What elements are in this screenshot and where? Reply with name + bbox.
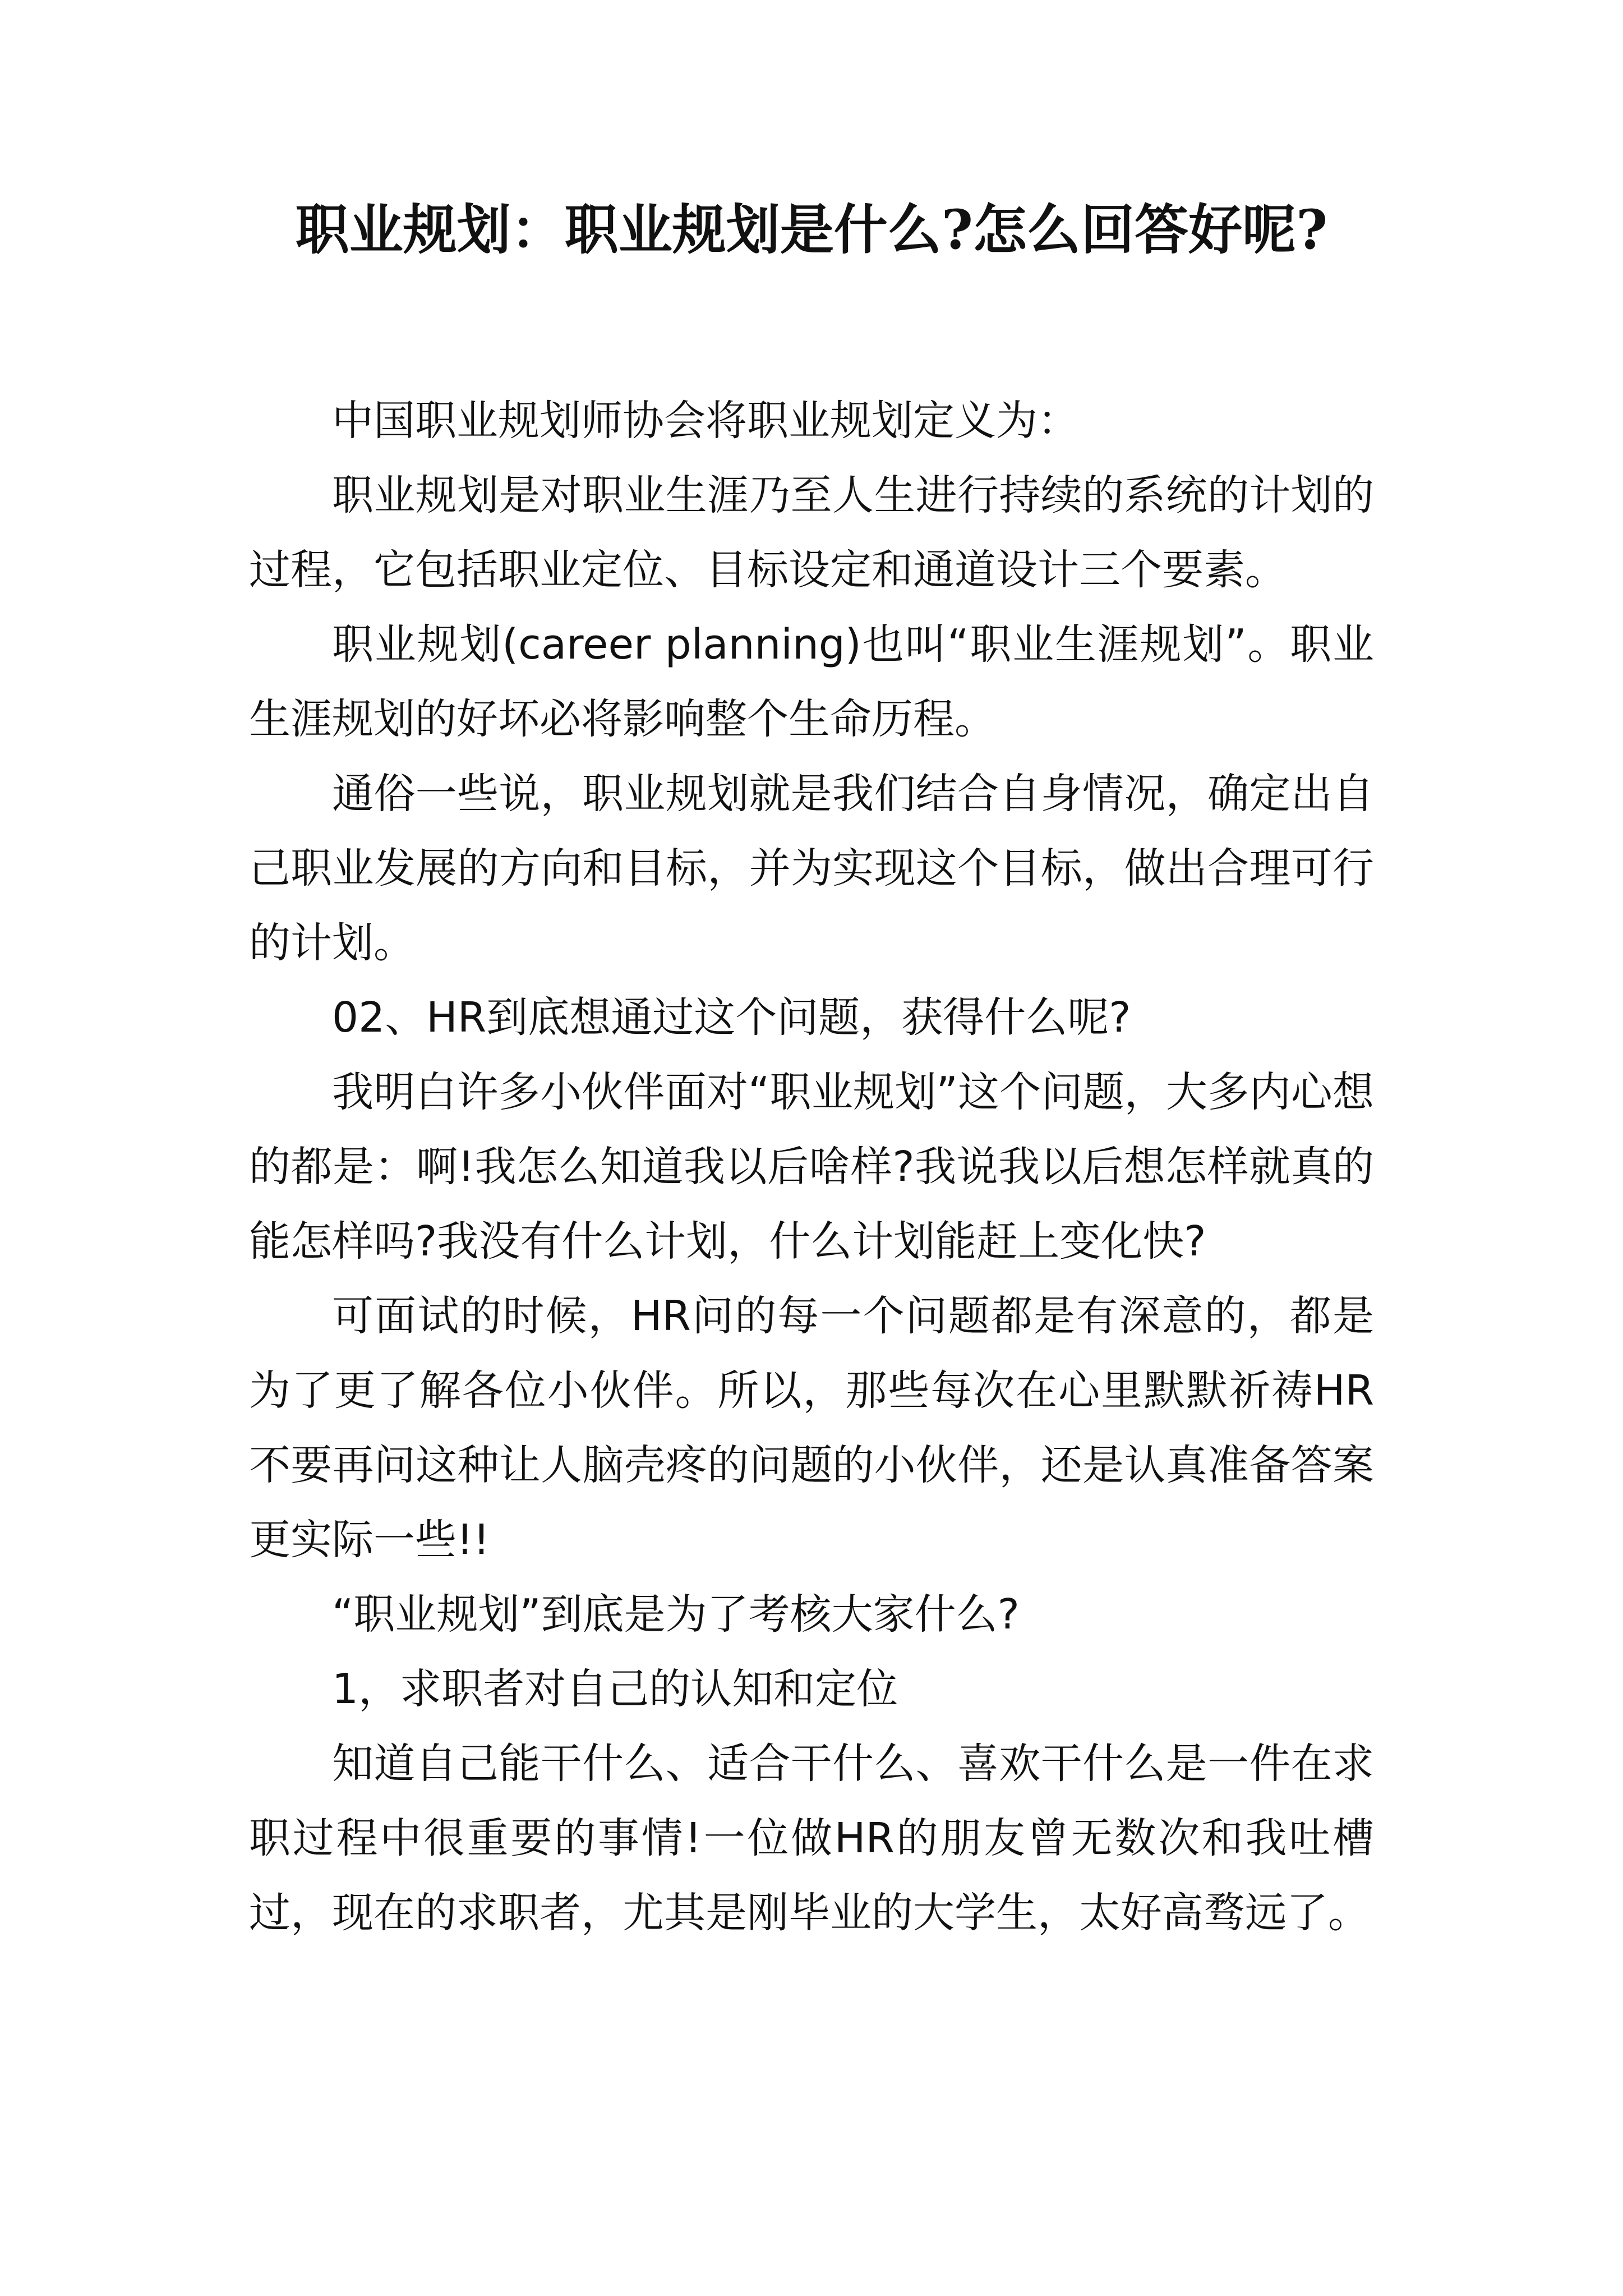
- paragraph: 知道自己能干什么、适合干什么、喜欢干什么是一件在求职过程中很重要的事情!一位做HR的朋友曾无数次和我吐槽过，现在的求职者，尤其是刚毕业的大学生，太好高骛远了。: [249, 1740, 1374, 1937]
- document-title: 职业规划：职业规划是什么?怎么回答好呢?: [295, 198, 1328, 261]
- paragraph: 可面试的时候，HR问的每一个问题都是有深意的，都是为了更了解各位小伙伴。所以，那些每次在心里默默祈祷HR不要再问这种让人脑壳疼的问题的小伙伴，还是认真准备答案更实际一些!!: [249, 1292, 1374, 1564]
- paragraph: 我明白许多小伙伴面对“职业规划”这个问题，大多内心想的都是：啊!我怎么知道我以后啥样?我说我以后想怎样就真的能怎样吗?我没有什么计划，什么计划能赶上变化快?: [249, 1068, 1374, 1266]
- paragraph: 通俗一些说，职业规划就是我们结合自身情况，确定出自己职业发展的方向和目标，并为实现这个目标，做出合理可行的计划。: [249, 770, 1374, 967]
- paragraph: 1，求职者对自己的认知和定位: [332, 1665, 898, 1713]
- paragraph: 职业规划是对职业生涯乃至人生进行持续的系统的计划的过程，它包括职业定位、目标设定和通道设计三个要素。: [249, 471, 1374, 594]
- paragraph: “职业规划”到底是为了考核大家什么?: [332, 1590, 1020, 1639]
- paragraph: 中国职业规划师协会将职业规划定义为：: [332, 397, 1079, 445]
- paragraph: 02、HR到底想通过这个问题，获得什么呢?: [332, 993, 1131, 1042]
- paragraph: 职业规划(career planning)也叫“职业生涯规划”。职业生涯规划的好坏必将影响整个生命历程。: [249, 620, 1374, 743]
- document-body: [249, 384, 1374, 1950]
